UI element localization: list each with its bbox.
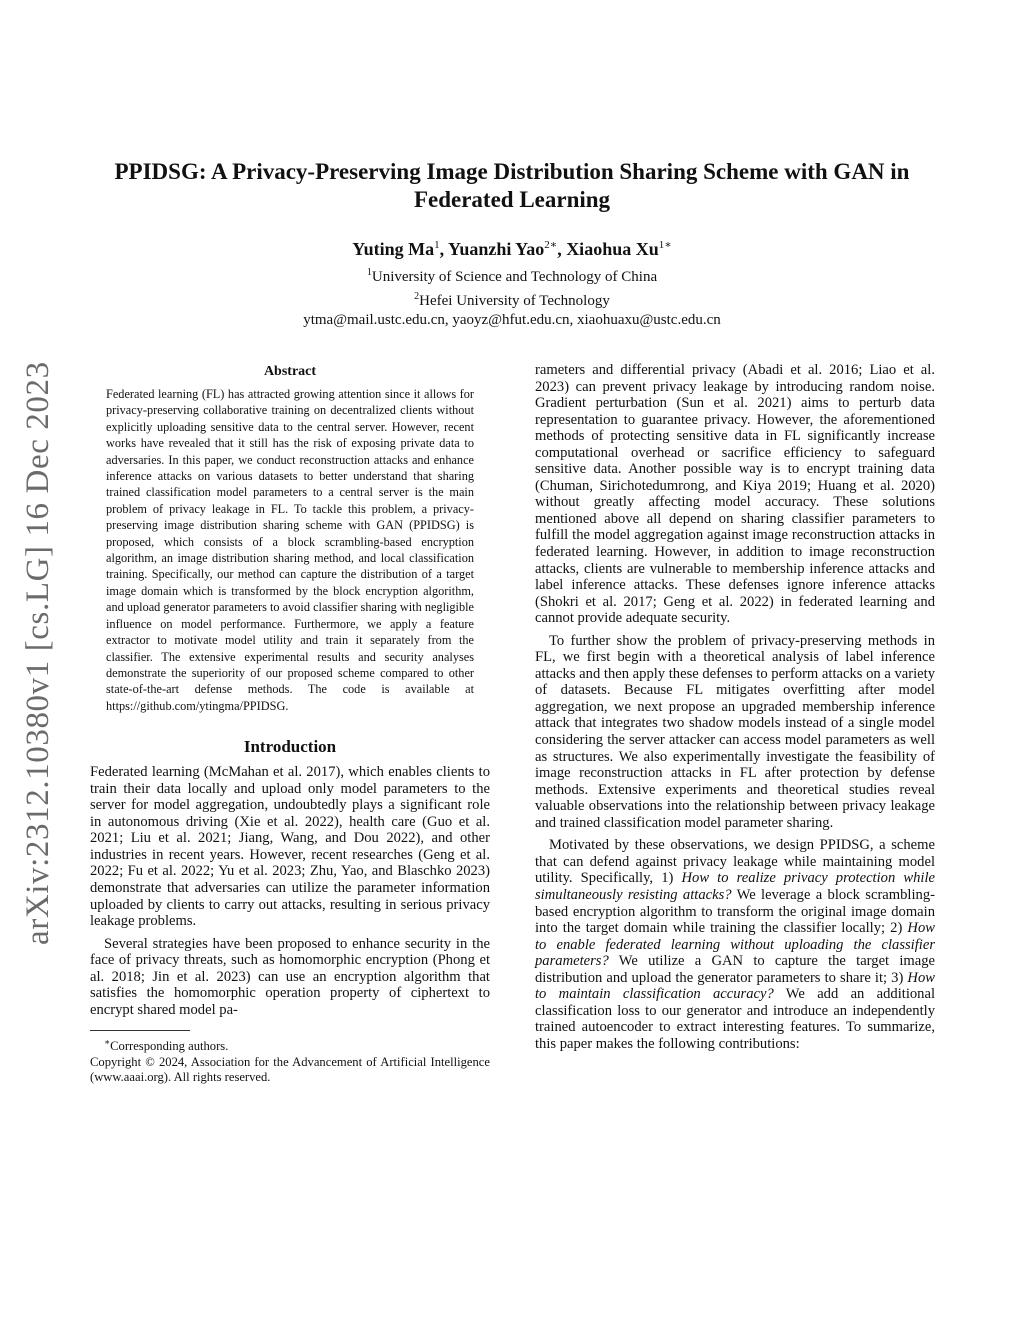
left-column xyxy=(90,362,490,1085)
abstract-heading: Abstract xyxy=(263,364,317,379)
abstract-text: Federated learning (FL) has attracted growing attention since it allows for privacy-preserving collaborative training on decentralized clients without explicitly uploading sensitive data to the central server. However, recent works have revealed that it still has the risk of exposing private data to adversaries. In this paper, we conduct reconstruction attacks and enhance inference attacks on various datasets to better understand that sharing trained classification model parameters to a central server is the main problem of privacy leakage in FL. To tackle this problem, a privacy-preserving image distribution sharing scheme with GAN (PPIDSG) is proposed, which consists of a block scrambling-based encryption algorithm, an image distribution sharing method, and local classification training. Specifically, our method can capture the distribution of a target image domain which is transformed by the block encryption algorithm, and upload generator parameters to avoid classifier sharing with negligible influence on model performance. Furthermore, we apply a feature extractor to motivate model utility and train it separately from the classifier. The extensive experimental results and security analyses demonstrate the superiority of our proposed scheme compared to other state-of-the-art defense methods. The code is available at https://github.com/ytingma/PPIDSG. xyxy=(106,387,474,713)
research-question-1: How to realize privacy protection while simultaneously resisting attacks? xyxy=(535,870,935,903)
author-name: Xiaohua Xu xyxy=(566,239,659,259)
right-column xyxy=(535,362,935,1052)
paper-title: PPIDSG: A Privacy-Preserving Image Distribution Sharing Scheme with GAN in Federated Learning xyxy=(114,159,910,212)
arxiv-identifier[interactable]: arXiv:2312.10380v1 [cs.LG] 16 Dec 2023 xyxy=(20,361,56,945)
introduction-heading: Introduction xyxy=(243,737,337,757)
intro-paragraph-1: Federated learning (McMahan et al. 2017), which enables clients to train their data locally and upload only model parameters to the server for model aggregation, undoubtedly plays a significant role in autonomous driving (Xie et al. 2022), health care (Guo et al. 2021; Liu et al. 2021; Jiang, Wang, and Dou 2022), and other industries in recent years. However, recent researches (Geng et al. 2022; Fu et al. 2022; Yu et al. 2023; Zhu, Yao, and Blaschko 2023) demonstrate that adversaries can utilize the parameter information uploaded by clients to carry out attacks, resulting in serious privacy leakage problems. xyxy=(90,764,490,930)
right-paragraph-1: rameters and differential privacy (Abadi et al. 2016; Liao et al. 2023) can prevent privacy leakage by introducing random noise. Gradient perturbation (Sun et al. 2021) aims to perturb data representation to guarantee privacy. However, the aforementioned methods of protecting sensitive data in FL significantly increase computational overhead or sacrifice efficiency to safeguard sensitive data. Another possible way is to encrypt training data (Chuman, Sirichotedumrong, and Kiya 2019; Huang et al. 2020) without greatly affecting model accuracy. These solutions mentioned above all depend on sharing classifier parameters to fulfill the model aggregation against image reconstruction attacks in federated learning. However, in addition to image reconstruction attacks, clients are vulnerable to membership inference attacks and label inference attacks. These defenses ignore inference attacks (Shokri et al. 2017; Geng et al. 2022) in federated learning and cannot provide adequate security. xyxy=(535,362,935,627)
author-affil-mark: 1 xyxy=(434,239,440,251)
affiliations xyxy=(80,263,944,330)
author-affil-mark: 2∗ xyxy=(544,239,558,251)
author-emails[interactable]: ytma@mail.ustc.edu.cn, yaoyz@hfut.edu.cn, xiaohuaxu@ustc.edu.cn xyxy=(303,312,721,328)
affiliation-line: $^2$Hefei University of Technology xyxy=(414,291,610,309)
intro-paragraph-2: Several strategies have been proposed to enhance security in the face of privacy threats, such as homomorphic encryption (Phong et al. 2018; Jin et al. 2023) can use an encryption algorithm that satisfies the homomorphic operation property of ciphertext to encrypt shared model pa- xyxy=(90,935,490,1018)
right-paragraph-3: Motivated by these observations, we design PPIDSG, a scheme that can defend against privacy leakage while maintaining model utility. Specifically, 1) How to realize privacy protection while simultaneously resisting attacks? We leverage a block scrambling-based encryption algorithm to transform the original image domain into the target domain while training the classifier locally; 2) How to enable federated learning without uploading the classifier parameters? We utilize a GAN to capture the target image distribution and upload the generator parameters to share it; 3) How to maintain classification accuracy? We add an additional classification loss to our generator and introduce an independently trained autoencoder to extract interesting features. To summarize, this paper makes the following contributions: xyxy=(535,837,936,1052)
footnote-copyright: Copyright © 2024, Association for the Advancement of Artificial Intelligence (www.aaai.org). All rights reserved. xyxy=(90,1054,490,1084)
author-name: Yuanzhi Yao xyxy=(447,239,545,259)
footnote-corresponding: ∗Corresponding authors. xyxy=(104,1037,229,1054)
author-list: Yuting Ma$^1$, Yuanzhi Yao$^{2∗}$, Xiaohua $Xu^{1∗}$ xyxy=(352,239,672,259)
research-question-3: How to maintain classification accuracy? xyxy=(535,969,935,1003)
right-paragraph-2: To further show the problem of privacy-preserving methods in FL, we first begin with a theoretical analysis of label inference attacks and then apply these defenses to perform attacks on a variety of datasets. Because FL mitigates overfitting after model aggregation, we next propose an upgraded membership inference attack that integrates two shadow models instead of a single model considering the server attacker can access model parameters as well as structures. We also experimentally investigate the feasibility of image reconstruction attacks in FL after protection by defense methods. Extensive experiments and theoretical studies reveal valuable observations into the relationship between privacy leakage and trained classification model parameter sharing. xyxy=(535,632,935,831)
research-question-2: How to enable federated learning without uploading the classifier parameters? xyxy=(535,920,935,970)
affiliation-line: $^1$University of Science and Technology of China xyxy=(366,267,658,285)
author-affil-mark: 1∗ xyxy=(658,239,672,251)
author-name: Yuting Ma xyxy=(352,239,435,259)
